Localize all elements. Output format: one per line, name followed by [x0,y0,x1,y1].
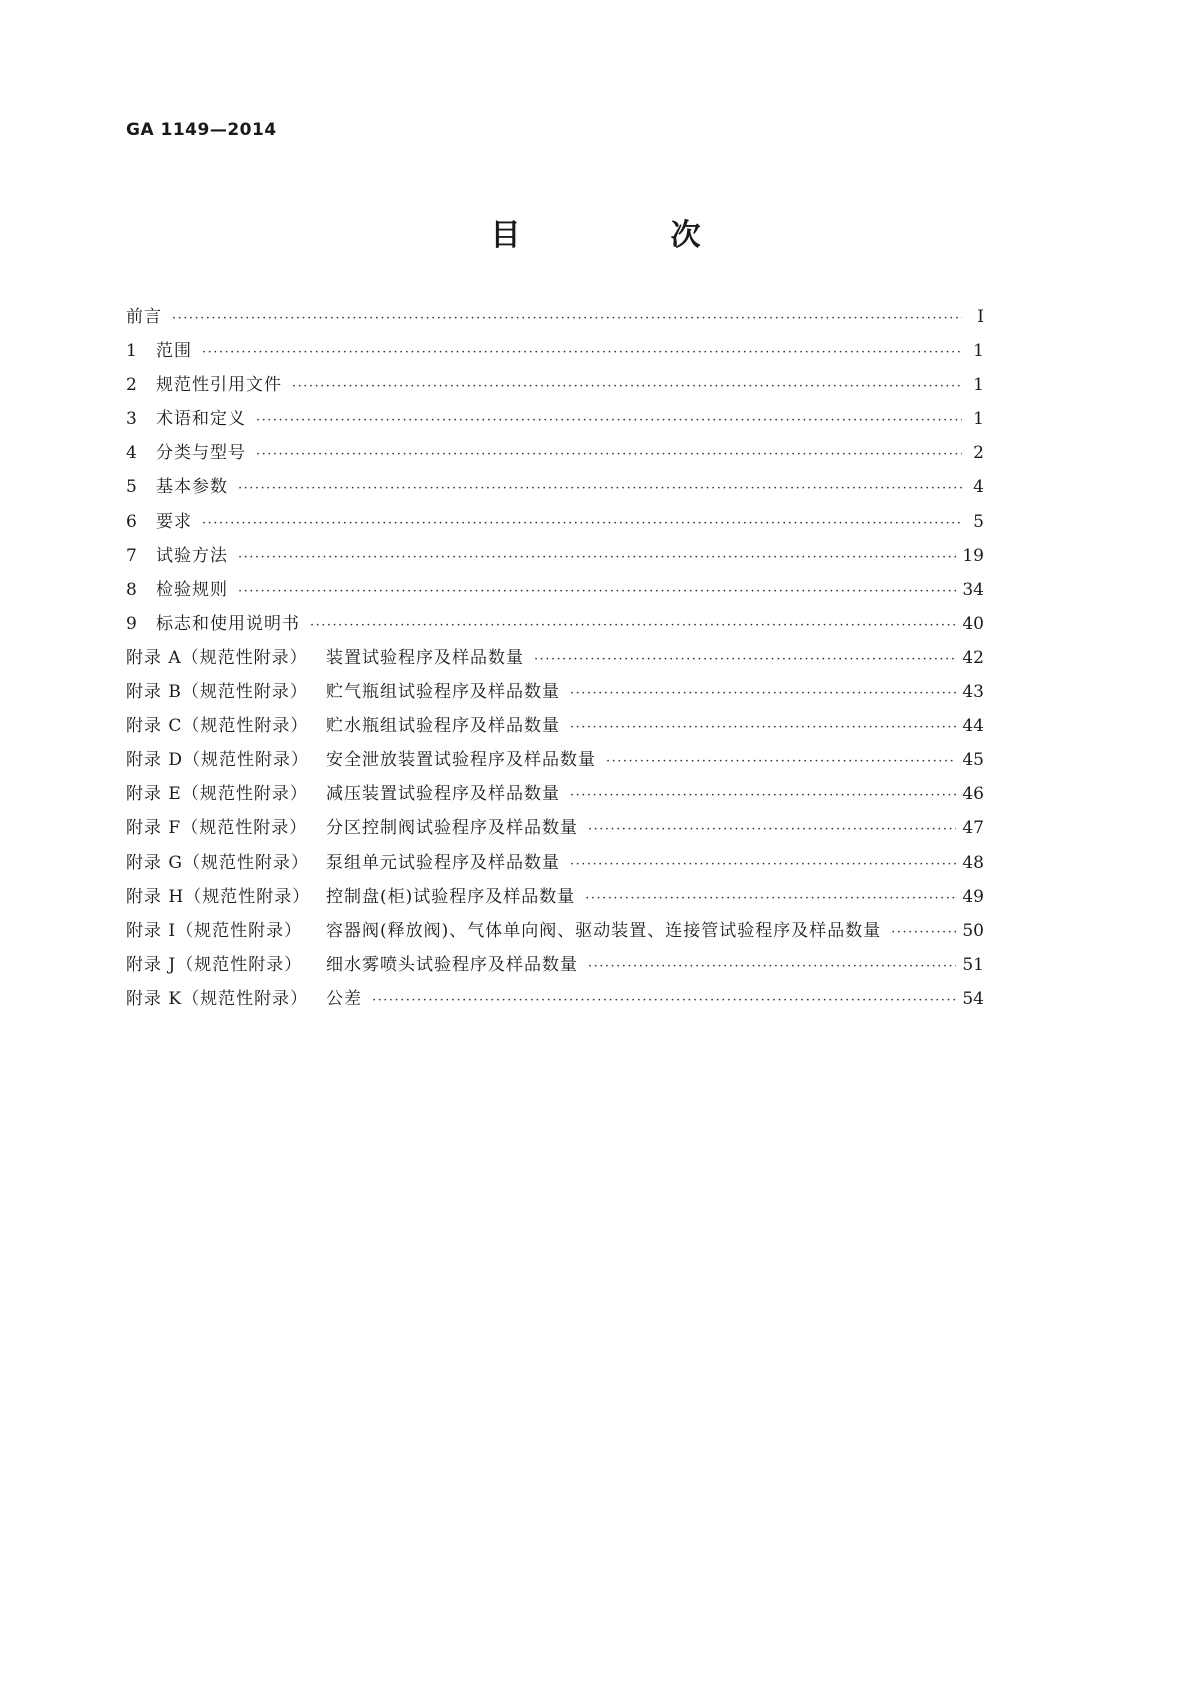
appendix-label: 控制盘(柜)试验程序及样品数量 [326,886,576,907]
appendix-prefix: 附录 J（规范性附录） [126,954,303,975]
toc-entry-page: 19 [962,545,984,566]
toc-entry-number: 6 [126,511,137,532]
toc-entry-label: 检验规则 [156,579,228,600]
toc-entry-label: 基本参数 [156,477,228,498]
document-code: GA 1149—2014 [126,120,277,140]
dot-leader [588,813,956,847]
appendix-label: 泵组单元试验程序及样品数量 [326,852,560,873]
appendix-label: 减压装置试验程序及样品数量 [326,784,560,805]
toc-entry-1[interactable] [126,334,984,368]
toc-appendix-b[interactable] [126,675,984,709]
dot-leader [310,609,956,643]
appendix-label: 容器阀(释放阀)、气体单向阀、驱动装置、连接管试验程序及样品数量 [326,920,882,941]
appendix-page: 50 [962,920,984,941]
dot-leader [570,779,956,813]
toc-entry-9[interactable] [126,607,984,641]
appendix-prefix: 附录 D（规范性附录） [126,750,310,771]
toc-entry-number: 4 [126,443,137,464]
dot-leader [202,336,962,370]
toc-entry-page: 40 [962,613,984,634]
toc-entry-5[interactable] [126,470,984,504]
appendix-prefix: 附录 K（规范性附录） [126,988,309,1009]
toc-entry-label: 术语和定义 [156,409,246,430]
toc-title: 目 次 [490,218,761,253]
appendix-prefix: 附录 G（规范性附录） [126,852,309,873]
dot-leader [372,984,956,1018]
toc-appendix-g[interactable] [126,846,984,880]
dot-leader [238,472,962,506]
toc-entry-page: 2 [973,443,984,464]
appendix-label: 公差 [326,988,362,1009]
appendix-page: 54 [962,988,984,1009]
dot-leader [256,438,962,472]
toc-entry-page: 1 [973,375,984,396]
toc-entry-page: Ⅰ [977,307,984,327]
appendix-page: 43 [962,682,984,703]
toc-appendix-e[interactable] [126,777,984,811]
dot-leader [202,507,962,541]
appendix-prefix: 附录 C（规范性附录） [126,716,309,737]
toc-entry-label: 试验方法 [156,545,228,566]
appendix-prefix: 附录 I（规范性附录） [126,920,303,941]
toc-entry-label: 标志和使用说明书 [156,613,300,634]
toc-appendix-a[interactable] [126,641,984,675]
appendix-page: 49 [962,886,984,907]
dot-leader [606,745,956,779]
table-of-contents [126,300,984,1016]
appendix-page: 51 [962,954,984,975]
toc-entry-page: 1 [973,409,984,430]
toc-entry-label: 要求 [156,511,192,532]
appendix-prefix: 附录 H（规范性附录） [126,886,311,907]
toc-entry-number: 2 [126,375,137,396]
appendix-prefix: 附录 E（规范性附录） [126,784,308,805]
toc-entry-page: 4 [973,477,984,498]
toc-entry-number: 3 [126,409,137,430]
toc-entry-label: 分类与型号 [156,443,246,464]
dot-leader [172,302,962,336]
appendix-label: 贮气瓶组试验程序及样品数量 [326,682,560,703]
dot-leader [238,541,956,575]
dot-leader [238,575,956,609]
dot-leader [891,916,956,950]
appendix-page: 44 [962,716,984,737]
toc-entry-3[interactable] [126,402,984,436]
toc-appendix-d[interactable] [126,743,984,777]
toc-appendix-f[interactable] [126,811,984,845]
appendix-page: 45 [962,750,984,771]
appendix-prefix: 附录 B（规范性附录） [126,682,308,703]
toc-appendix-i[interactable] [126,914,984,948]
toc-entry-7[interactable] [126,539,984,573]
toc-entry-page: 1 [973,341,984,362]
appendix-label: 细水雾喷头试验程序及样品数量 [326,954,578,975]
dot-leader [256,404,962,438]
toc-entry-label: 规范性引用文件 [156,375,282,396]
dot-leader [570,677,956,711]
appendix-page: 47 [962,818,984,839]
appendix-label: 安全泄放装置试验程序及样品数量 [326,750,596,771]
toc-entry-number: 5 [126,477,137,498]
dot-leader [588,950,956,984]
dot-leader [292,370,962,404]
appendix-label: 贮水瓶组试验程序及样品数量 [326,716,560,737]
appendix-page: 48 [962,852,984,873]
toc-entry-8[interactable] [126,573,984,607]
toc-appendix-c[interactable] [126,709,984,743]
toc-appendix-k[interactable] [126,982,984,1016]
toc-entry-number: 1 [126,341,137,362]
toc-entry-4[interactable] [126,436,984,470]
toc-entry-label: 范围 [156,341,192,362]
appendix-page: 42 [962,647,984,668]
toc-entry-page: 34 [962,579,984,600]
appendix-prefix: 附录 A（规范性附录） [126,647,308,668]
dot-leader [534,643,956,677]
toc-appendix-j[interactable] [126,948,984,982]
dot-leader [570,711,956,745]
dot-leader [570,848,956,882]
appendix-label: 分区控制阀试验程序及样品数量 [326,818,578,839]
toc-entry-number: 7 [126,545,137,566]
appendix-page: 46 [962,784,984,805]
toc-entry-page: 5 [973,511,984,532]
toc-entry-number: 9 [126,613,137,634]
toc-appendix-h[interactable] [126,880,984,914]
toc-entry-foreword[interactable] [126,300,984,334]
toc-entry-2[interactable] [126,368,984,402]
appendix-prefix: 附录 F（规范性附录） [126,818,308,839]
toc-entry-number: 8 [126,579,137,600]
toc-entry-6[interactable] [126,505,984,539]
dot-leader [585,882,956,916]
toc-entry-label: 前言 [126,307,162,327]
appendix-label: 装置试验程序及样品数量 [326,647,524,668]
